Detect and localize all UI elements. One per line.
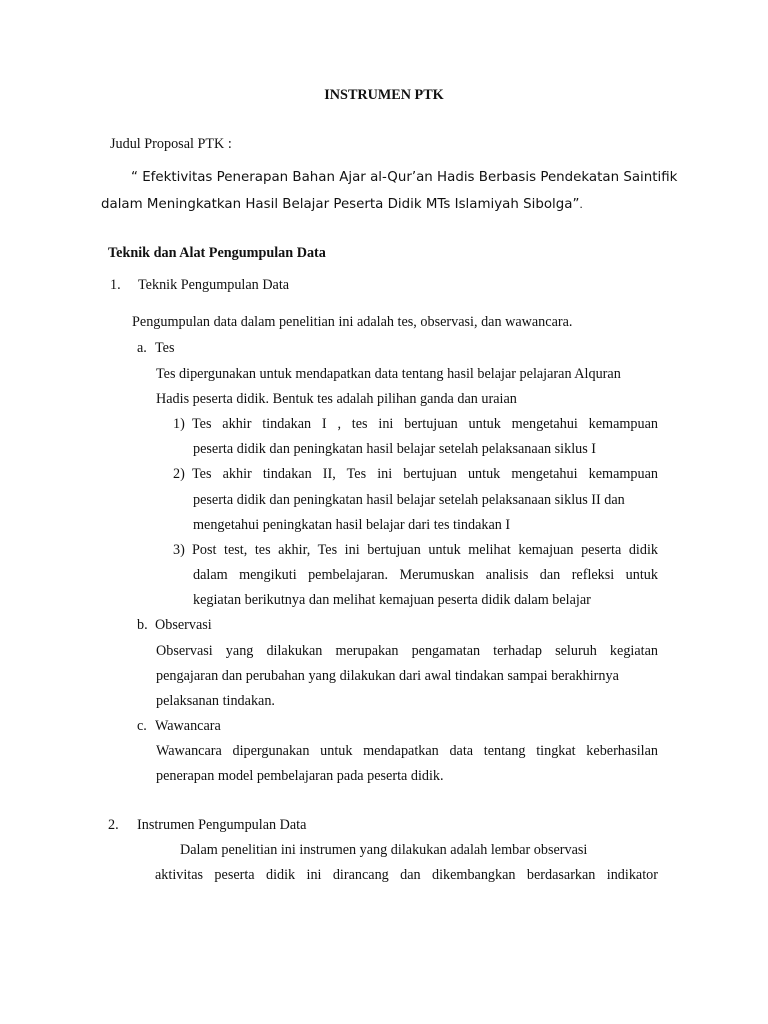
subitem-2-line-3: mengetahui peningkatan hasil belajar dari tes tindakan I <box>193 517 511 533</box>
item-b-line-1: Observasi yang dilakukan merupakan pengamatan terhadap seluruh kegiatan <box>156 643 658 659</box>
document-title: INSTRUMEN PTK <box>324 87 444 103</box>
proposal-title-line-2-end: . <box>579 198 583 211</box>
subitem-2-marker: 2) <box>173 466 185 482</box>
item-1-heading: Teknik Pengumpulan Data <box>138 277 290 293</box>
item-2-heading: Instrumen Pengumpulan Data <box>137 817 307 833</box>
subitem-1-line-1: Tes akhir tindakan I , tes ini bertujuan untuk mengetahui kemampuan <box>192 416 658 432</box>
section-heading: Teknik dan Alat Pengumpulan Data <box>108 245 326 261</box>
item-2-line-1: Dalam penelitian ini instrumen yang dilakukan adalah lembar observasi <box>180 842 588 858</box>
item-1-number: 1. <box>110 277 121 293</box>
item-a-label: Tes <box>155 340 175 356</box>
subitem-2-line-2: peserta didik dan peningkatan hasil belajar setelah pelaksanaan siklus II dan <box>193 492 625 508</box>
proposal-label: Judul Proposal PTK : <box>110 136 232 152</box>
item-a-marker: a. <box>137 340 147 356</box>
item-c-line-2: penerapan model pembelajaran pada peserta didik. <box>156 768 444 784</box>
item-2-line-2: aktivitas peserta didik ini dirancang dan dikembangkan berdasarkan indikator <box>155 867 658 883</box>
subitem-3-marker: 3) <box>173 542 185 558</box>
item-b-line-3: pelaksanan tindakan. <box>156 693 275 709</box>
subitem-3-line-3: kegiatan berikutnya dan melihat kemajuan peserta didik dalam belajar <box>193 592 591 608</box>
item-b-label: Observasi <box>155 617 212 633</box>
subitem-1-line-2: peserta didik dan peningkatan hasil belajar setelah pelaksanaan siklus I <box>193 441 597 457</box>
item-a-line-2: Hadis peserta didik. Bentuk tes adalah pilihan ganda dan uraian <box>156 391 517 407</box>
item-2-number: 2. <box>108 817 119 833</box>
item-a-line-1: Tes dipergunakan untuk mendapatkan data tentang hasil belajar pelajaran Alquran <box>156 366 621 382</box>
proposal-title-line-2-text: dalam Meningkatkan Hasil Belajar Peserta Didik MTs Islamiyah Sibolga” <box>101 197 580 212</box>
proposal-title-line-2 <box>101 197 583 212</box>
item-c-line-1: Wawancara dipergunakan untuk mendapatkan data tentang tingkat keberhasilan <box>156 743 658 759</box>
subitem-1-marker: 1) <box>173 416 185 432</box>
subitem-3-line-1: Post test, tes akhir, Tes ini bertujuan untuk melihat kemajuan peserta didik <box>192 542 658 558</box>
item-b-marker: b. <box>137 617 148 633</box>
subitem-2-line-1: Tes akhir tindakan II, Tes ini bertujuan untuk mengetahui kemampuan <box>192 466 658 482</box>
item-1-intro: Pengumpulan data dalam penelitian ini adalah tes, observasi, dan wawancara. <box>132 314 573 330</box>
proposal-title-line-1: “ Efektivitas Penerapan Bahan Ajar al-Qur’an Hadis Berbasis Pendekatan Saintifik <box>131 170 678 185</box>
subitem-3-line-2: dalam mengikuti pembelajaran. Merumuskan analisis dan refleksi untuk <box>193 567 658 583</box>
item-b-line-2: pengajaran dan perubahan yang dilakukan dari awal tindakan sampai berakhirnya <box>156 668 619 684</box>
item-c-marker: c. <box>137 718 147 734</box>
item-c-label: Wawancara <box>155 718 221 734</box>
